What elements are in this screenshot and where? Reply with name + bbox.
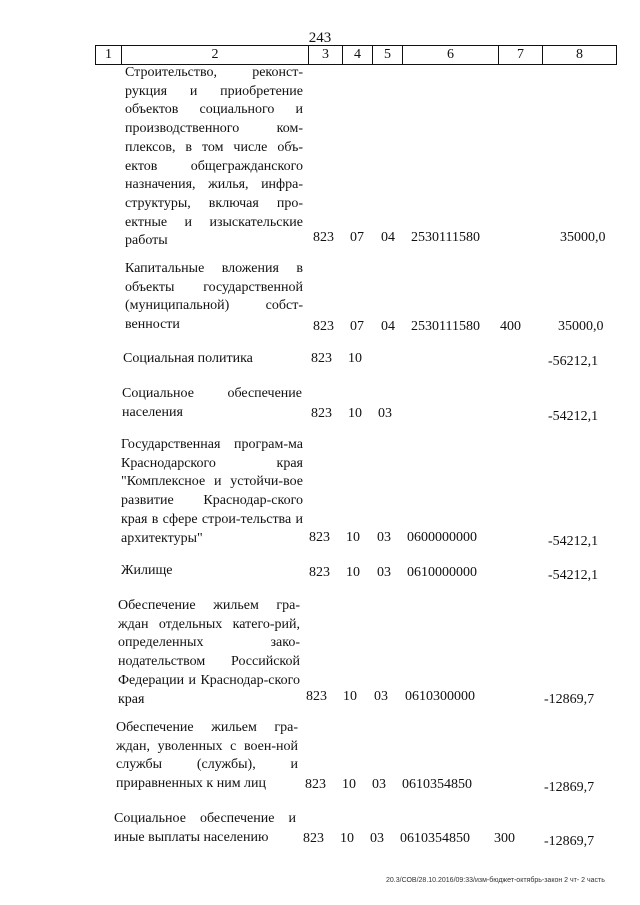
row-col-8: -12869,7: [544, 834, 595, 849]
row-col-6: 0600000000: [407, 530, 477, 545]
row-col-4: 10: [342, 777, 356, 792]
row-name: Социальное обеспечение населения: [122, 386, 302, 420]
header-col-4: 4: [343, 46, 373, 64]
row-col-5: 03: [377, 565, 391, 580]
header-col-1: 1: [96, 46, 122, 64]
row-col-4: 07: [350, 319, 364, 334]
row-col-3: 823: [309, 530, 330, 545]
table-header: [95, 45, 617, 65]
row-col-5: 03: [372, 777, 386, 792]
row-col-3: 823: [313, 319, 334, 334]
row-col-5: 03: [378, 406, 392, 421]
row-name: Жилище: [121, 563, 173, 578]
row-col-6: 2530111580: [411, 230, 480, 245]
row-name: Государственная програм-ма Краснодарского края "Комплексное и устойчи-вое развитие Краснодар-ского края в сфере строи-тельства и архитектуры": [121, 437, 303, 546]
header-col-8: 8: [576, 47, 583, 62]
row-col-8: 35000,0: [558, 319, 604, 334]
header-col-3: 3: [309, 46, 343, 64]
row-col-3: 823: [313, 230, 334, 245]
row-col-8: -54212,1: [548, 568, 599, 583]
row-col-3: 823: [311, 351, 332, 366]
row-col-8: 35000,0: [560, 230, 606, 245]
header-col-2: 2: [122, 46, 309, 64]
row-col-4: 10: [348, 351, 362, 366]
row-col-5: 04: [381, 319, 395, 334]
header-col-6: 6: [403, 46, 499, 64]
row-col-4: 10: [346, 565, 360, 580]
row-col-3: 823: [311, 406, 332, 421]
row-name: Социальное обеспечение и иные выплаты населению: [114, 811, 296, 845]
row-col-4: 10: [348, 406, 362, 421]
row-col-8: -54212,1: [548, 409, 599, 424]
header-col-5: 5: [373, 46, 403, 64]
row-col-3: 823: [309, 565, 330, 580]
row-col-5: 03: [377, 530, 391, 545]
row-name: Капитальные вложения в объекты государственной (муниципальной) собст-венности: [125, 261, 303, 333]
row-col-4: 07: [350, 230, 364, 245]
document-footer: 20.3/СОВ/28.10.2016/09:33/изм-бюджет-октябрь-закон 2 чт- 2 часть: [386, 877, 605, 884]
row-name: Обеспечение жильем гра-ждан, уволенных с воен-ной службы (службы), и приравненных к ним лиц: [116, 720, 298, 792]
row-col-7: 300: [494, 831, 515, 846]
row-col-6: 0610000000: [407, 565, 477, 580]
row-col-8: -54212,1: [548, 534, 599, 549]
row-col-5: 03: [374, 689, 388, 704]
row-name: Социальная политика: [123, 351, 253, 366]
row-name: Обеспечение жильем гра-ждан отдельных катего-рий, определенных зако-нодательством Российской Федерации и Краснодар-ского края: [118, 598, 300, 707]
row-col-6: 0610354850: [402, 777, 472, 792]
row-col-4: 10: [346, 530, 360, 545]
row-col-8: -56212,1: [548, 354, 599, 369]
row-col-3: 823: [306, 689, 327, 704]
row-name: Строительство, реконст-рукция и приобретение объектов социального и производственного ком-плексов, в том числе объ-ектов общегражданского назначения, жилья, инфра-структуры, включая про-ектные и изыскательские работы: [125, 65, 303, 249]
row-col-8: -12869,7: [544, 692, 595, 707]
header-col-7: 7: [499, 46, 543, 64]
row-col-7: 400: [500, 319, 521, 334]
row-col-5: 04: [381, 230, 395, 245]
row-col-5: 03: [370, 831, 384, 846]
row-col-4: 10: [340, 831, 354, 846]
page-number: 243: [308, 30, 332, 46]
row-col-6: 0610300000: [405, 689, 475, 704]
row-col-6: 0610354850: [400, 831, 470, 846]
row-col-4: 10: [343, 689, 357, 704]
row-col-6: 2530111580: [411, 319, 480, 334]
row-col-8: -12869,7: [544, 780, 595, 795]
row-col-3: 823: [303, 831, 324, 846]
row-col-3: 823: [305, 777, 326, 792]
